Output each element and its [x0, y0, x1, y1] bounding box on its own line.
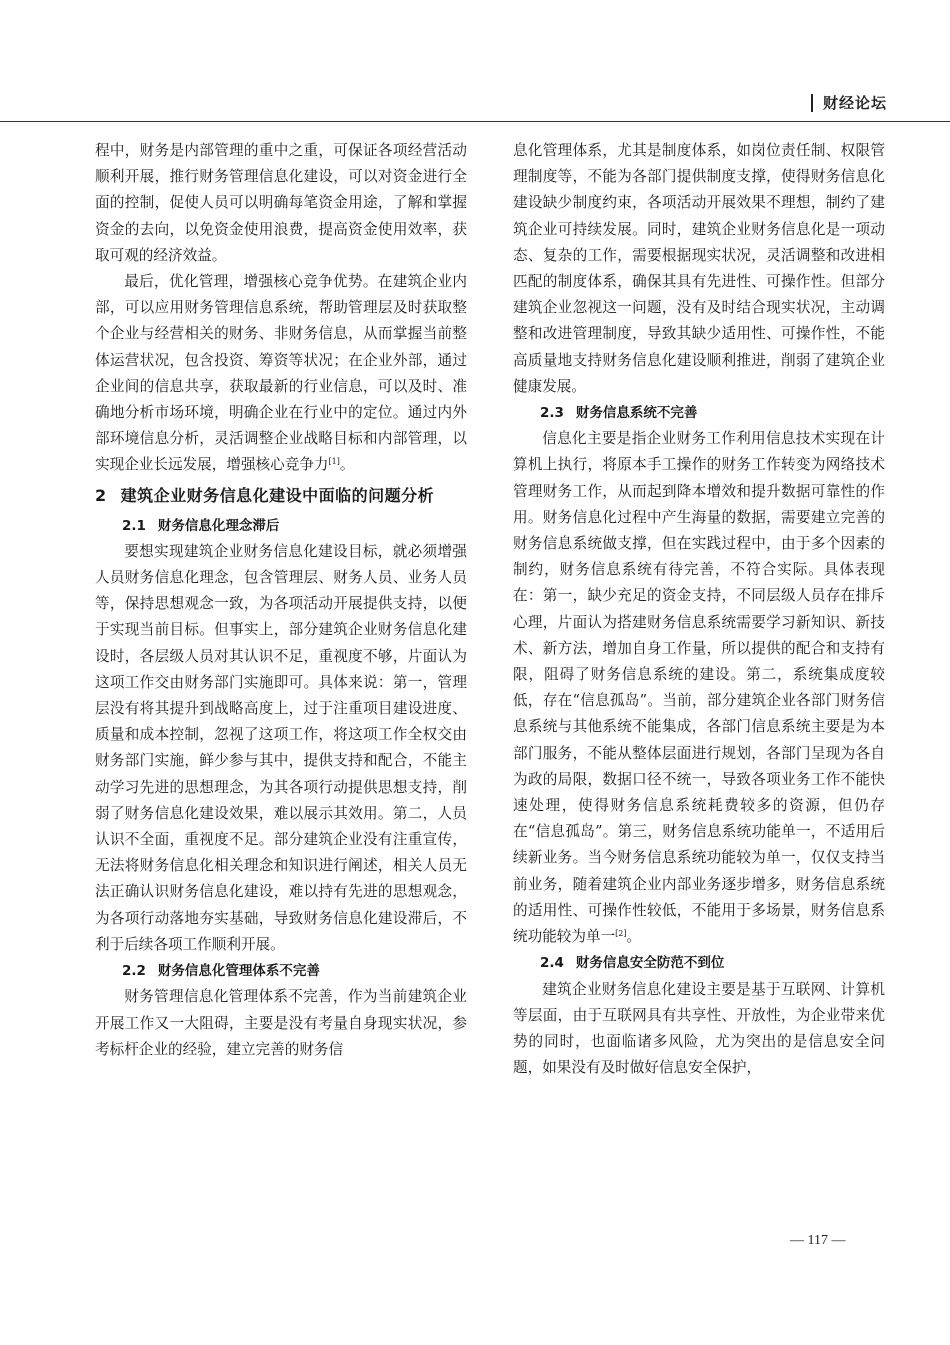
subsection-heading-text: 财务信息安全防范不到位	[575, 955, 725, 972]
subsection-number: 2.3	[540, 405, 564, 422]
paragraph-text: 最后，优化管理，增强核心竞争优势。在建筑企业内部，可以应用财务管理信息系统，帮助管理层及时获取整个企业与经营相关的财务、非财务信息，从而掌握当前整体运营状况，包含投资、筹资等状况；在企业外部，通过企业间的信息共享，获取最新的行业信息，可以及时、准确地分析市场环境，明确企业在行业中的定位。通过内外部环境信息分析，灵活调整企业战略目标和内部管理，以实现企业长远发展，增强核心竞争力	[95, 273, 467, 474]
subsection-number: 2.2	[122, 963, 146, 980]
header-divider-bar	[811, 94, 813, 112]
section-title: 财经论坛	[823, 94, 888, 112]
citation-ref: [1]	[328, 457, 340, 467]
citation-ref: [2]	[615, 929, 627, 939]
paragraph: 建筑企业财务信息化建设主要是基于互联网、计算机等层面，由于互联网具有共享性、开放性，为企业带来优势的同时，也面临诸多风险，尤为突出的是信息安全问题，如果没有及时做好信息安全保护，	[513, 980, 885, 1077]
paragraph-end: 。	[339, 456, 355, 474]
subsection-heading-text: 财务信息化管理体系不完善	[157, 963, 320, 980]
subsection-heading	[95, 513, 467, 539]
paragraph	[513, 426, 885, 950]
subsection-heading	[95, 958, 467, 984]
subsection-heading-text: 财务信息化理念滞后	[157, 517, 280, 534]
right-column	[513, 138, 885, 1081]
paragraph	[95, 269, 467, 479]
subsection-number: 2.1	[122, 517, 146, 534]
subsection-heading	[513, 400, 885, 426]
subsection-heading-text: 财务信息系统不完善	[575, 405, 698, 422]
paragraph-text: 信息化主要是指企业财务工作利用信息技术实现在计算机上执行，将原本手工操作的财务工作转变为网络技术管理财务工作，从而起到降本增效和提升数据可靠性的作用。财务信息化过程中产生海量的数据，需要建立完善的财务信息系统做支撑，但在实践过程中，由于多个因素的制约，财务信息系统有待完善，不符合实际。具体表现在：第一，缺少充足的资金支持，不同层级人员存在排斥心理，片面认为搭建财务信息系统需要学习新知识、新技术、新方法，增加自身工作量，所以提供的配合和支持有限，阻碍了财务信息系统的建设。第二，系统集成度较低，存在“信息孤岛”。当前，部分建筑企业各部门财务信息系统与其他系统不能集成，各部门信息系统主要是为本部门服务，不能从整体层面进行规划，各部门呈现为各自为政的局限，数据口径不统一，导致各项业务工作不能快速处理，使得财务信息系统耗费较多的资源，但仍存在“信息孤岛”。第三，财务信息系统功能单一，不适用后续新业务。当今财务信息系统功能较为单一，仅仅支持当前业务，随着建筑企业内部业务逐步增多，财务信息系统的适用性、可操作性较低，不能用于多场景，财务信息系统功能较为单一	[513, 430, 885, 946]
subsection-number: 2.4	[540, 955, 564, 972]
section-number: 2	[95, 485, 107, 505]
subsection-heading	[513, 950, 885, 976]
page-number: — 117 —	[790, 1233, 846, 1248]
left-column	[95, 138, 467, 1063]
paragraph: 财务管理信息化管理体系不完善，作为当前建筑企业开展工作又一大阻碍，主要是没有考量自身现实状况，参考标杆企业的经验，建立完善的财务信	[95, 988, 467, 1058]
header-rule	[0, 121, 950, 122]
section-heading	[95, 481, 467, 511]
section-heading-text: 建筑企业财务信息化建设中面临的问题分析	[120, 485, 435, 505]
paragraph: 要想实现建筑企业财务信息化建设目标，就必须增强人员财务信息化理念，包含管理层、财务人员、业务人员等，保持思想观念一致，为各项活动开展提供支持，以便于实现当前目标。但事实上，部分建筑企业财务信息化建设时，各层级人员对其认识不足，重视度不够，片面认为这项工作交由财务部门实施即可。具体来说：第一，管理层没有将其提升到战略高度上，过于注重项目建设进度、质量和成本控制，忽视了这项工作，将这项工作全权交由财务部门实施，鲜少参与其中，提供支持和配合，不能主动学习先进的思想理念，为其各项行动提供思想支持，削弱了财务信息化建设效果，难以展示其效用。第二，人员认识不全面，重视度不足。部分建筑企业没有注重宣传，无法将财务信息化相关理念和知识进行阐述，相关人员无法正确认识财务信息化建设，难以持有先进的思想观念，为各项行动落地夯实基础，导致财务信息化建设滞后，不利于后续各项工作顺利开展。	[95, 542, 467, 953]
paragraph: 息化管理体系，尤其是制度体系，如岗位责任制、权限管理制度等，不能为各部门提供制度支撑，使得财务信息化建设缺少制度约束，各项活动开展效果不理想，制约了建筑企业可持续发展。同时，建筑企业财务信息化是一项动态、复杂的工作，需要根据现实状况，灵活调整和改进相匹配的制度体系，确保其具有先进性、可操作性。但部分建筑企业忽视这一问题，没有及时结合现实状况，主动调整和改进管理制度，导致其缺少适用性、可操作性，不能高质量地支持财务信息化建设顺利推进，削弱了建筑企业健康发展。	[513, 142, 885, 395]
page-header	[0, 0, 950, 125]
paragraph-end: 。	[626, 928, 642, 946]
paragraph: 程中，财务是内部管理的重中之重，可保证各项经营活动顺利开展，推行财务管理信息化建设，可以对资金进行全面的控制，促使人员可以明确每笔资金用途，了解和掌握资金的去向，以免资金使用浪费，提高资金使用效率，获取可观的经济效益。	[95, 142, 467, 264]
